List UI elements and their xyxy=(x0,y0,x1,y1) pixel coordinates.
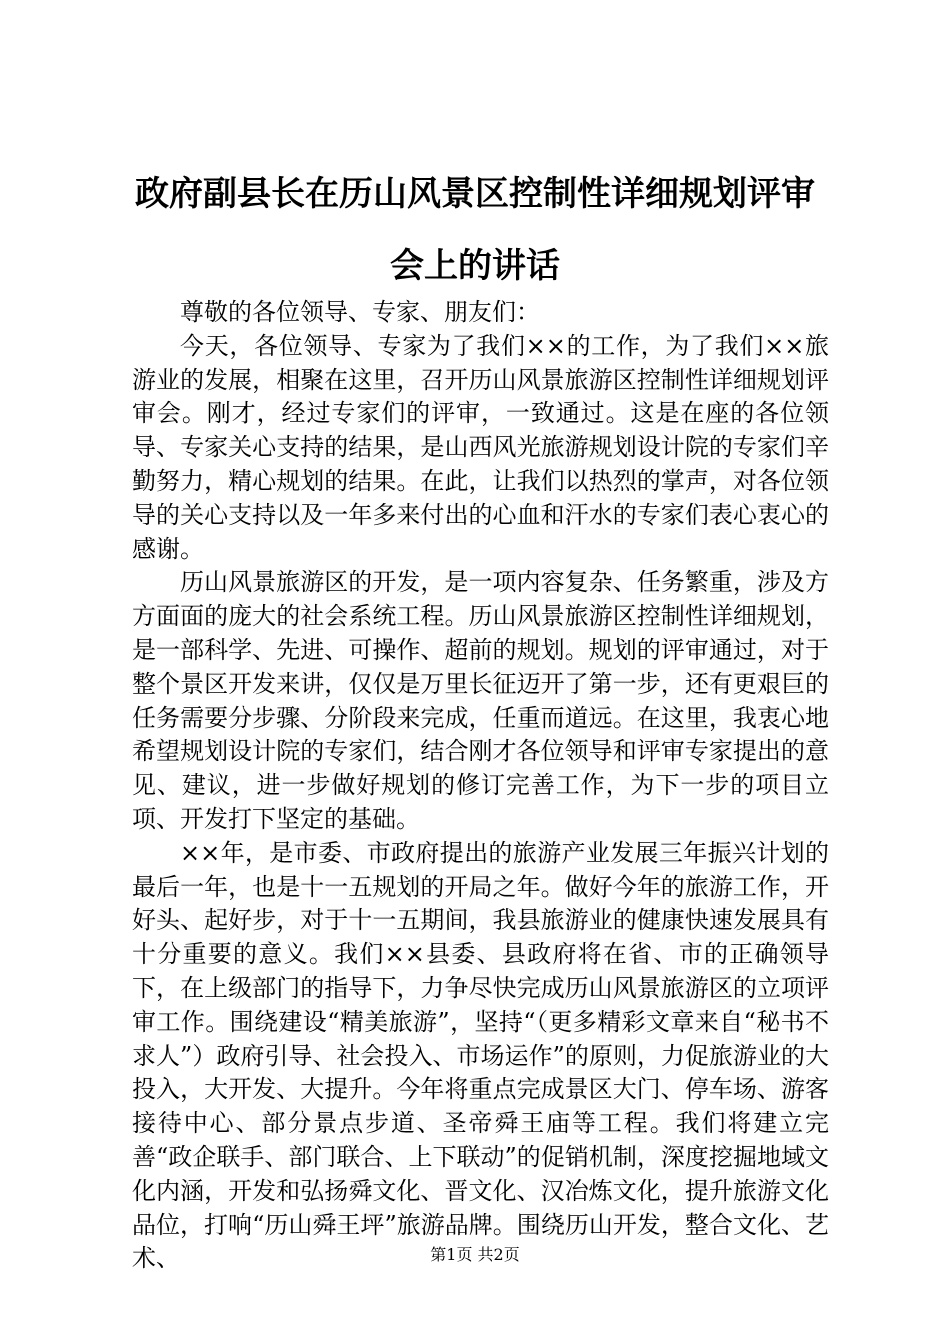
greeting-line: 尊敬的各位领导、专家、朋友们： xyxy=(180,298,540,326)
paragraph: 今天，各位领导、专家为了我们××的工作，为了我们××旅游业的发展，相聚在这里，召开历山风景旅游区控制性详细规划评审会。刚才，经过专家们的评审，一致通过。这是在座的各位领导、专家关心支持的结果，是山西风光旅游规划设计院的专家们辛勤努力，精心规划的结果。在此，让我们以热烈的掌声，对各位领导的关心支持以及一年多来付出的心血和汗水的专家们表心衷心的感谢。 xyxy=(132,331,829,563)
paragraph: 历山风景旅游区的开发，是一项内容复杂、任务繁重，涉及方方面面的庞大的社会系统工程。历山风景旅游区控制性详细规划，是一部科学、先进、可操作、超前的规划。规划的评审通过，对于整个景区开发来讲，仅仅是万里长征迈开了第一步，还有更艰巨的任务需要分步骤、分阶段来完成，任重而道远。在这里，我衷心地希望规划设计院的专家们，结合刚才各位领导和评审专家提出的意见、建议，进一步做好规划的修订完善工作，为下一步的项目立项、开发打下坚定的基础。 xyxy=(132,568,829,833)
document-title: 政府副县长在历山风景区控制性详细规划评审会上的讲话 xyxy=(135,174,815,286)
document-body xyxy=(132,296,829,1276)
paragraph: ××年，是市委、市政府提出的旅游产业发展三年振兴计划的最后一年，也是十一五规划的开局之年。做好今年的旅游工作，开好头、起好步，对于十一五期间，我县旅游业的健康快速发展具有十分重要的意义。我们××县委、县政府将在省、市的正确领导下，在上级部门的指导下，力争尽快完成历山风景旅游区的立项评审工作。围绕建设“精美旅游”，坚持“（更多精彩文章来自“秘书不求人”）政府引导、社会投入、市场运作”的原则，力促旅游业的大投入，大开发、大提升。今年将重点完成景区大门、停车场、游客接待中心、部分景点步道、圣帝舜王庙等工程。我们将建立完善“政企联手、部门联合、上下联动”的促销机制，深度挖掘地域文化内涵，开发和弘扬舜文化、晋文化、汉冶炼文化，提升旅游文化品位，打响“历山舜王坪”旅游品牌。围绕历山开发，整合文化、艺术、 xyxy=(132,838,829,1273)
page-number-footer: 第1页 共2页 xyxy=(430,1245,520,1264)
